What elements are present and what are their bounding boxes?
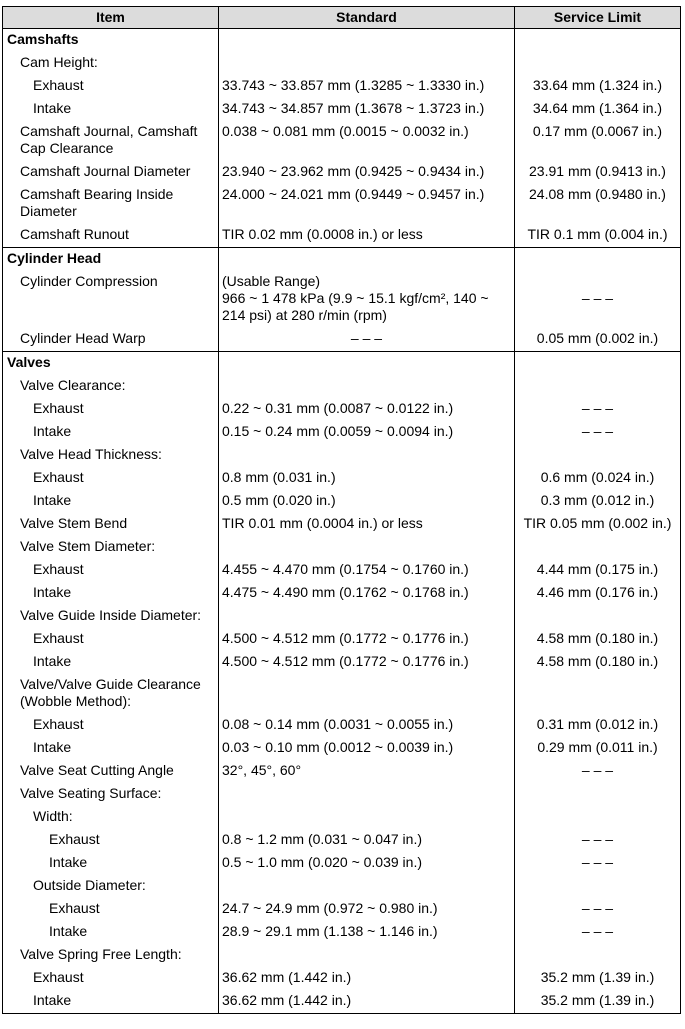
- table-row: [3, 898, 681, 921]
- table-row: [3, 806, 681, 829]
- table-row: [3, 990, 681, 1014]
- service-limit-cell: 23.91 mm (0.9413 in.): [515, 161, 681, 184]
- service-limit-cell: [515, 806, 681, 829]
- item-cell: Valves: [3, 352, 219, 376]
- service-limit-cell: [515, 605, 681, 628]
- item-cell: Cylinder Compression: [3, 271, 219, 328]
- table-row: [3, 651, 681, 674]
- table-row: [3, 674, 681, 714]
- service-limit-cell: 0.3 mm (0.012 in.): [515, 490, 681, 513]
- standard-cell: 0.5 mm (0.020 in.): [219, 490, 515, 513]
- item-cell: Outside Diameter:: [3, 875, 219, 898]
- standard-cell: 4.455 ~ 4.470 mm (0.1754 ~ 0.1760 in.): [219, 559, 515, 582]
- item-cell: Camshaft Runout: [3, 224, 219, 248]
- standard-cell: [219, 674, 515, 714]
- item-cell: Valve Seat Cutting Angle: [3, 760, 219, 783]
- standard-cell: 0.22 ~ 0.31 mm (0.0087 ~ 0.0122 in.): [219, 398, 515, 421]
- item-cell: Exhaust: [3, 467, 219, 490]
- table-row: [3, 559, 681, 582]
- service-limit-cell: 4.58 mm (0.180 in.): [515, 628, 681, 651]
- table-row: [3, 921, 681, 944]
- table-row: [3, 52, 681, 75]
- service-limit-cell: 4.58 mm (0.180 in.): [515, 651, 681, 674]
- standard-cell: [219, 944, 515, 967]
- item-cell: Intake: [3, 651, 219, 674]
- header-item: Item: [3, 7, 219, 29]
- table-row: [3, 467, 681, 490]
- service-limit-cell: [515, 52, 681, 75]
- item-cell: Exhaust: [3, 75, 219, 98]
- table-row: [3, 737, 681, 760]
- service-limit-cell: [515, 248, 681, 272]
- table-row: [3, 161, 681, 184]
- service-limit-cell: – – –: [515, 898, 681, 921]
- service-limit-cell: – – –: [515, 829, 681, 852]
- standard-cell: 36.62 mm (1.442 in.): [219, 967, 515, 990]
- standard-cell: [219, 52, 515, 75]
- standard-cell: [219, 605, 515, 628]
- table-row: [3, 829, 681, 852]
- standard-cell: – – –: [219, 328, 515, 352]
- header-row: [3, 7, 681, 29]
- service-limit-cell: 4.46 mm (0.176 in.): [515, 582, 681, 605]
- service-limit-cell: 4.44 mm (0.175 in.): [515, 559, 681, 582]
- service-limit-cell: [515, 875, 681, 898]
- item-cell: Exhaust: [3, 829, 219, 852]
- standard-cell: 32°, 45°, 60°: [219, 760, 515, 783]
- table-row: [3, 513, 681, 536]
- item-cell: Camshaft Journal Diameter: [3, 161, 219, 184]
- item-cell: Intake: [3, 990, 219, 1014]
- standard-cell: 0.8 mm (0.031 in.): [219, 467, 515, 490]
- standard-cell: [219, 806, 515, 829]
- item-cell: Valve Stem Bend: [3, 513, 219, 536]
- standard-cell: 23.940 ~ 23.962 mm (0.9425 ~ 0.9434 in.): [219, 161, 515, 184]
- standard-cell: [219, 536, 515, 559]
- item-cell: Camshafts: [3, 29, 219, 53]
- service-limit-cell: [515, 29, 681, 53]
- table-row: [3, 184, 681, 224]
- service-limit-cell: – – –: [515, 852, 681, 875]
- service-limit-cell: 35.2 mm (1.39 in.): [515, 990, 681, 1014]
- table-row: [3, 582, 681, 605]
- standard-cell: 34.743 ~ 34.857 mm (1.3678 ~ 1.3723 in.): [219, 98, 515, 121]
- item-cell: Intake: [3, 737, 219, 760]
- table-row: [3, 98, 681, 121]
- table-row: [3, 536, 681, 559]
- standard-cell: 0.8 ~ 1.2 mm (0.031 ~ 0.047 in.): [219, 829, 515, 852]
- standard-cell: 0.08 ~ 0.14 mm (0.0031 ~ 0.0055 in.): [219, 714, 515, 737]
- standard-cell: 33.743 ~ 33.857 mm (1.3285 ~ 1.3330 in.): [219, 75, 515, 98]
- item-cell: Exhaust: [3, 967, 219, 990]
- service-limit-cell: 33.64 mm (1.324 in.): [515, 75, 681, 98]
- standard-cell: 36.62 mm (1.442 in.): [219, 990, 515, 1014]
- standard-cell: 0.038 ~ 0.081 mm (0.0015 ~ 0.0032 in.): [219, 121, 515, 161]
- item-cell: Intake: [3, 98, 219, 121]
- service-limit-cell: – – –: [515, 421, 681, 444]
- service-limit-cell: TIR 0.05 mm (0.002 in.): [515, 513, 681, 536]
- table-row: [3, 224, 681, 248]
- table-row: [3, 875, 681, 898]
- standard-cell: [219, 783, 515, 806]
- service-limit-cell: 35.2 mm (1.39 in.): [515, 967, 681, 990]
- service-limit-cell: 0.6 mm (0.024 in.): [515, 467, 681, 490]
- table-row: [3, 375, 681, 398]
- item-cell: Valve Stem Diameter:: [3, 536, 219, 559]
- service-limit-cell: 0.17 mm (0.0067 in.): [515, 121, 681, 161]
- table-body: [3, 29, 681, 1014]
- service-limit-cell: 34.64 mm (1.364 in.): [515, 98, 681, 121]
- item-cell: Cylinder Head: [3, 248, 219, 272]
- table-row: [3, 714, 681, 737]
- item-cell: Exhaust: [3, 898, 219, 921]
- item-cell: Exhaust: [3, 628, 219, 651]
- service-limit-cell: – – –: [515, 760, 681, 783]
- standard-cell: 28.9 ~ 29.1 mm (1.138 ~ 1.146 in.): [219, 921, 515, 944]
- item-cell: Valve Spring Free Length:: [3, 944, 219, 967]
- item-cell: Cam Height:: [3, 52, 219, 75]
- standard-cell: 4.500 ~ 4.512 mm (0.1772 ~ 0.1776 in.): [219, 651, 515, 674]
- header-service-limit: Service Limit: [515, 7, 681, 29]
- service-limit-cell: [515, 444, 681, 467]
- header-standard: Standard: [219, 7, 515, 29]
- item-cell: Exhaust: [3, 559, 219, 582]
- standard-cell: 24.000 ~ 24.021 mm (0.9449 ~ 0.9457 in.): [219, 184, 515, 224]
- service-limit-cell: [515, 352, 681, 376]
- section-row: [3, 29, 681, 53]
- standard-cell: TIR 0.01 mm (0.0004 in.) or less: [219, 513, 515, 536]
- table-row: [3, 605, 681, 628]
- item-cell: Valve Guide Inside Diameter:: [3, 605, 219, 628]
- service-limit-cell: 0.05 mm (0.002 in.): [515, 328, 681, 352]
- table-row: [3, 444, 681, 467]
- item-cell: Intake: [3, 421, 219, 444]
- table-row: [3, 783, 681, 806]
- standard-cell: 4.500 ~ 4.512 mm (0.1772 ~ 0.1776 in.): [219, 628, 515, 651]
- item-cell: Exhaust: [3, 714, 219, 737]
- section-row: [3, 248, 681, 272]
- standard-cell: [219, 875, 515, 898]
- service-limit-cell: TIR 0.1 mm (0.004 in.): [515, 224, 681, 248]
- table-row: [3, 398, 681, 421]
- table-row: [3, 852, 681, 875]
- section-row: [3, 352, 681, 376]
- service-limit-cell: 0.29 mm (0.011 in.): [515, 737, 681, 760]
- service-limit-cell: 24.08 mm (0.9480 in.): [515, 184, 681, 224]
- table-row: [3, 944, 681, 967]
- table-row: [3, 760, 681, 783]
- service-limit-cell: [515, 944, 681, 967]
- item-cell: Camshaft Journal, Camshaft Cap Clearance: [3, 121, 219, 161]
- standard-cell: 0.03 ~ 0.10 mm (0.0012 ~ 0.0039 in.): [219, 737, 515, 760]
- table-row: [3, 967, 681, 990]
- specifications-table: [2, 6, 681, 1014]
- standard-cell: (Usable Range) 966 ~ 1 478 kPa (9.9 ~ 15.1 kgf/cm², 140 ~ 214 psi) at 280 r/min (rpm): [219, 271, 515, 328]
- standard-cell: [219, 248, 515, 272]
- table-row: [3, 328, 681, 352]
- item-cell: Intake: [3, 582, 219, 605]
- item-cell: Valve Clearance:: [3, 375, 219, 398]
- standard-cell: TIR 0.02 mm (0.0008 in.) or less: [219, 224, 515, 248]
- table-row: [3, 75, 681, 98]
- service-limit-cell: 0.31 mm (0.012 in.): [515, 714, 681, 737]
- item-cell: Exhaust: [3, 398, 219, 421]
- service-limit-cell: – – –: [515, 398, 681, 421]
- item-cell: Valve Seating Surface:: [3, 783, 219, 806]
- service-limit-cell: [515, 536, 681, 559]
- service-limit-cell: [515, 674, 681, 714]
- item-cell: Cylinder Head Warp: [3, 328, 219, 352]
- table-row: [3, 421, 681, 444]
- item-cell: Intake: [3, 921, 219, 944]
- standard-cell: [219, 352, 515, 376]
- standard-cell: 0.5 ~ 1.0 mm (0.020 ~ 0.039 in.): [219, 852, 515, 875]
- item-cell: Camshaft Bearing Inside Diameter: [3, 184, 219, 224]
- standard-cell: 24.7 ~ 24.9 mm (0.972 ~ 0.980 in.): [219, 898, 515, 921]
- table-row: [3, 490, 681, 513]
- service-limit-cell: – – –: [515, 271, 681, 328]
- standard-cell: [219, 444, 515, 467]
- standard-cell: 4.475 ~ 4.490 mm (0.1762 ~ 0.1768 in.): [219, 582, 515, 605]
- service-limit-cell: [515, 375, 681, 398]
- table-row: [3, 271, 681, 328]
- table-row: [3, 628, 681, 651]
- service-limit-cell: [515, 783, 681, 806]
- item-cell: Width:: [3, 806, 219, 829]
- table-row: [3, 121, 681, 161]
- service-limit-cell: – – –: [515, 921, 681, 944]
- item-cell: Intake: [3, 852, 219, 875]
- standard-cell: [219, 29, 515, 53]
- standard-cell: 0.15 ~ 0.24 mm (0.0059 ~ 0.0094 in.): [219, 421, 515, 444]
- item-cell: Valve/Valve Guide Clearance (Wobble Method):: [3, 674, 219, 714]
- standard-cell: [219, 375, 515, 398]
- item-cell: Intake: [3, 490, 219, 513]
- item-cell: Valve Head Thickness:: [3, 444, 219, 467]
